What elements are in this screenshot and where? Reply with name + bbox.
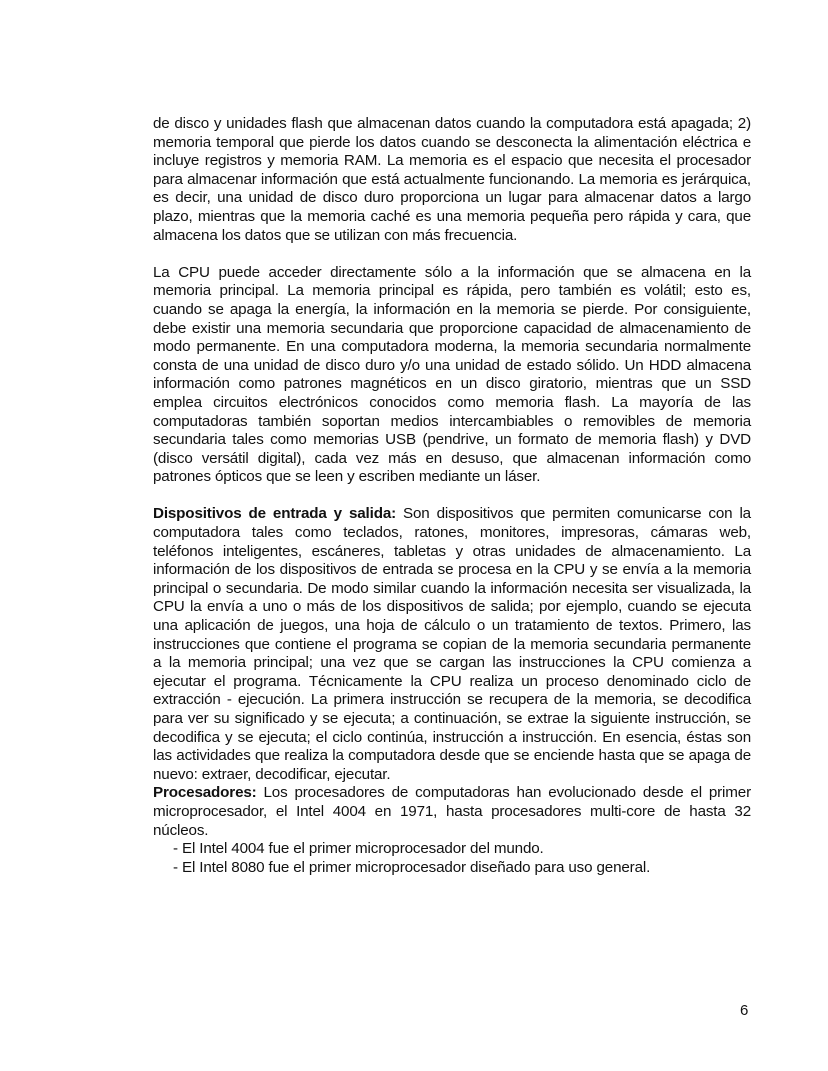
io-devices-body: Son dispositivos que permiten comunicarse con la computadora tales como teclados, ratones, monitores, impresoras, cámaras web, teléfonos inteligentes, escáneres, tabletas y otras unidades de almacenamiento. La información de los dispositivos de entrada se procesa en la CPU y se envía a la memoria principal o secundaria. De modo similar cuando la información necesita ser visualizada, la CPU la envía a uno o más de los dispositivos de salida; por ejemplo, cuando se ejecuta una aplicación de juegos, una hoja de cálculo o un tratamiento de textos. Primero, las instrucciones que contiene el programa se copian de la memoria secundaria permanente a la memoria principal; una vez que se cargan las instrucciones la CPU comienza a ejecutar el programa. Técnicamente la CPU realiza un proceso denominado ciclo de extracción - ejecución. La primera instrucción se recupera de la memoria, se decodifica para ver su significado y se ejecuta; a continuación, se extrae la siguiente instrucción, se decodifica y se ejecuta; el ciclo continúa, instrucción a instrucción. En esencia, éstas son las actividades que realiza la computadora desde que se enciende hasta que se apaga de nuevo: extraer, decodificar, ejecutar. [153, 505, 751, 783]
processor-facts-list [153, 840, 751, 877]
paragraph-memory-intro: de disco y unidades flash que almacenan datos cuando la computadora está apagada; 2) memoria temporal que pierde los datos cuando se desconecta la alimentación eléctrica e incluye registros y memoria RAM. La memoria es el espacio que necesita el procesador para almacenar información que está actualmente funcionando. La memoria es jerárquica, es decir, una unidad de disco duro proporciona un lugar para almacenar datos a largo plazo, mientras que la memoria caché es una memoria pequeña pero rápida y cara, que almacena los datos que se utilizan con más frecuencia. [153, 115, 751, 244]
document-page [153, 115, 751, 877]
paragraph-io-devices [153, 505, 751, 784]
paragraph-cpu-memory: La CPU puede acceder directamente sólo a la información que se almacena en la memoria principal. La memoria principal es rápida, pero también es volátil; esto es, cuando se apaga la energía, la información en la memoria se pierde. Por consiguiente, debe existir una memoria secundaria que proporcione capacidad de almacenamiento de modo permanente. En una computadora moderna, la memoria secundaria normalmente consta de una unidad de disco duro y/o una unidad de estado sólido. Un HDD almacena información como patrones magnéticos en un disco giratorio, mientras que un SSD emplea circuitos electrónicos conocidos como memoria flash. La mayoría de las computadoras también soportan medios intercambiables o removibles de memoria secundaria tales como memorias USB (pendrive, un formato de memoria flash) y DVD (disco versátil digital), cada vez más en desuso, que almacenan información como patrones ópticos que se leen y escriben mediante un láser. [153, 263, 751, 486]
processors-heading: Procesadores: [153, 784, 257, 802]
io-devices-heading: Dispositivos de entrada y salida: [153, 505, 397, 523]
paragraph-processors [153, 784, 751, 840]
processors-body: Los procesadores de computadoras han evolucionado desde el primer microprocesador, el Intel 4004 en 1971, hasta procesadores multi-core de hasta 32 núcleos. [153, 784, 751, 839]
list-item: - El Intel 4004 fue el primer microprocesador del mundo. [173, 840, 544, 858]
page-number: 6 [740, 1002, 749, 1019]
list-item: - El Intel 8080 fue el primer microprocesador diseñado para uso general. [173, 858, 651, 876]
